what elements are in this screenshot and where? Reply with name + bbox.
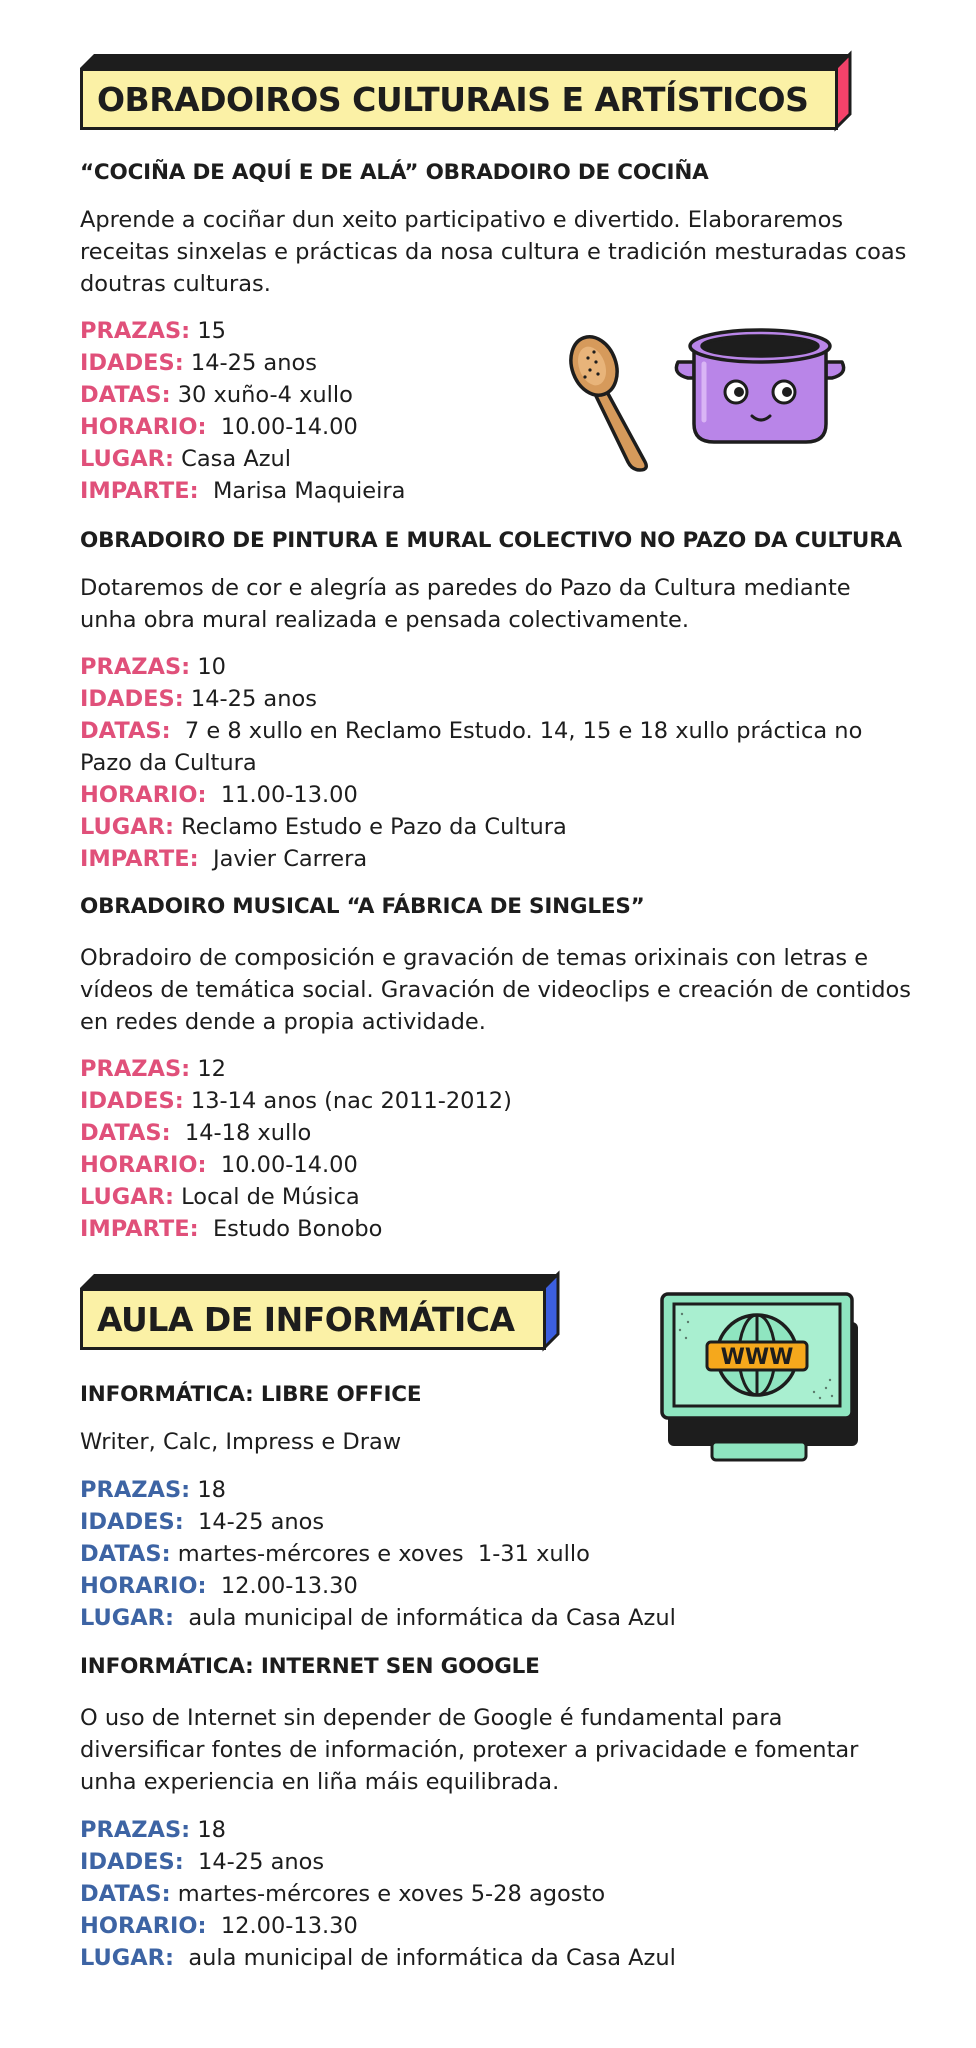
workshop-title: “COCIÑA DE AQUÍ E DE ALÁ” OBRADOIRO DE COCIÑA <box>80 160 709 185</box>
detail-row-idades: IDADES: 14-25 anos <box>80 1849 325 1875</box>
detail-row-horario: HORARIO: 10.00-14.00 <box>80 1152 358 1178</box>
detail-row-datas: DATAS: martes-mércores e xoves 1-31 xullo <box>80 1541 590 1567</box>
workshop-details <box>80 651 880 875</box>
detail-row-imparte: IMPARTE: Marisa Maquieira <box>80 478 406 504</box>
www-monitor-icon <box>660 1292 860 1468</box>
detail-row-lugar: LUGAR: aula municipal de informática da Casa Azul <box>80 1945 676 1971</box>
workshop-title: INFORMÁTICA: INTERNET SEN GOOGLE <box>80 1654 540 1679</box>
detail-row-imparte: IMPARTE: Estudo Bonobo <box>80 1216 383 1242</box>
detail-row-idades: IDADES: 14-25 anos <box>80 1509 325 1535</box>
detail-row-idades: IDADES: 13-14 anos (nac 2011-2012) <box>80 1088 512 1114</box>
workshop-description: Writer, Calc, Impress e Draw <box>80 1429 402 1455</box>
detail-row-prazas: PRAZAS: 18 <box>80 1817 226 1843</box>
detail-row-datas: DATAS: martes-mércores e xoves 5-28 agosto <box>80 1881 606 1907</box>
detail-row-lugar: LUGAR: Casa Azul <box>80 446 292 472</box>
detail-row-prazas: PRAZAS: 15 <box>80 318 226 344</box>
smiling-pot-icon <box>672 324 848 446</box>
wooden-spoon-icon <box>566 332 662 472</box>
section-banner-informatica <box>80 1274 558 1350</box>
workshop-description: O uso de Internet sin depender de Google é fundamental para diversificar fontes de información, protexer a privacidade e fomentar unha experiencia en liña máis equilibrada. <box>80 1705 859 1795</box>
detail-row-lugar: LUGAR: Local de Música <box>80 1184 360 1210</box>
detail-row-datas: DATAS: 30 xuño-4 xullo <box>80 382 353 408</box>
workshop-description: Obradoiro de composición e gravación de temas orixinais con letras e vídeos de temática social. Gravación de videoclips e creación de contidos en redes dende a propia actividade. <box>80 945 912 1035</box>
workshop-description: Dotaremos de cor e alegría as paredes do Pazo da Cultura mediante unha obra mural realizada e pensada colectivamente. <box>80 575 851 633</box>
workshop-description: Aprende a cociñar dun xeito participativo e divertido. Elaboraremos receitas sinxelas e prácticas da nosa cultura e tradición mesturadas coas doutras culturas. <box>80 207 907 297</box>
detail-row-prazas: PRAZAS: 12 <box>80 1056 226 1082</box>
detail-row-lugar: LUGAR: aula municipal de informática da Casa Azul <box>80 1605 676 1631</box>
detail-row-horario: HORARIO: 12.00-13.30 <box>80 1573 358 1599</box>
detail-row-horario: HORARIO: 12.00-13.30 <box>80 1913 358 1939</box>
workshop-title: OBRADOIRO DE PINTURA E MURAL COLECTIVO NO PAZO DA CULTURA <box>80 528 902 553</box>
workshop-details <box>80 1814 880 1974</box>
www-label: WWW <box>720 1345 794 1370</box>
workshop-details <box>80 315 580 507</box>
workshop-title: INFORMÁTICA: LIBRE OFFICE <box>80 1382 422 1407</box>
detail-row-datas: DATAS: 14-18 xullo <box>80 1120 312 1146</box>
detail-row-idades: IDADES: 14-25 anos <box>80 350 317 376</box>
detail-row-horario: HORARIO: 10.00-14.00 <box>80 414 358 440</box>
detail-row-prazas: PRAZAS: 10 <box>80 654 226 680</box>
detail-row-horario: HORARIO: 11.00-13.00 <box>80 782 358 808</box>
detail-row-imparte: IMPARTE: Javier Carrera <box>80 846 368 872</box>
detail-row-lugar: LUGAR: Reclamo Estudo e Pazo da Cultura <box>80 814 567 840</box>
section-title: AULA DE INFORMÁTICA <box>97 1299 515 1339</box>
detail-row-idades: IDADES: 14-25 anos <box>80 686 317 712</box>
workshop-title: OBRADOIRO MUSICAL “A FÁBRICA DE SINGLES” <box>80 894 645 919</box>
workshop-details <box>80 1474 880 1634</box>
detail-row-datas: DATAS: 7 e 8 xullo en Reclamo Estudo. 14, 15 e 18 xullo práctica no Pazo da Cultura <box>80 718 863 776</box>
workshop-details <box>80 1053 680 1245</box>
section-title: OBRADOIROS CULTURAIS E ARTÍSTICOS <box>97 79 809 119</box>
section-banner-cultural <box>80 54 850 130</box>
detail-row-prazas: PRAZAS: 18 <box>80 1477 226 1503</box>
